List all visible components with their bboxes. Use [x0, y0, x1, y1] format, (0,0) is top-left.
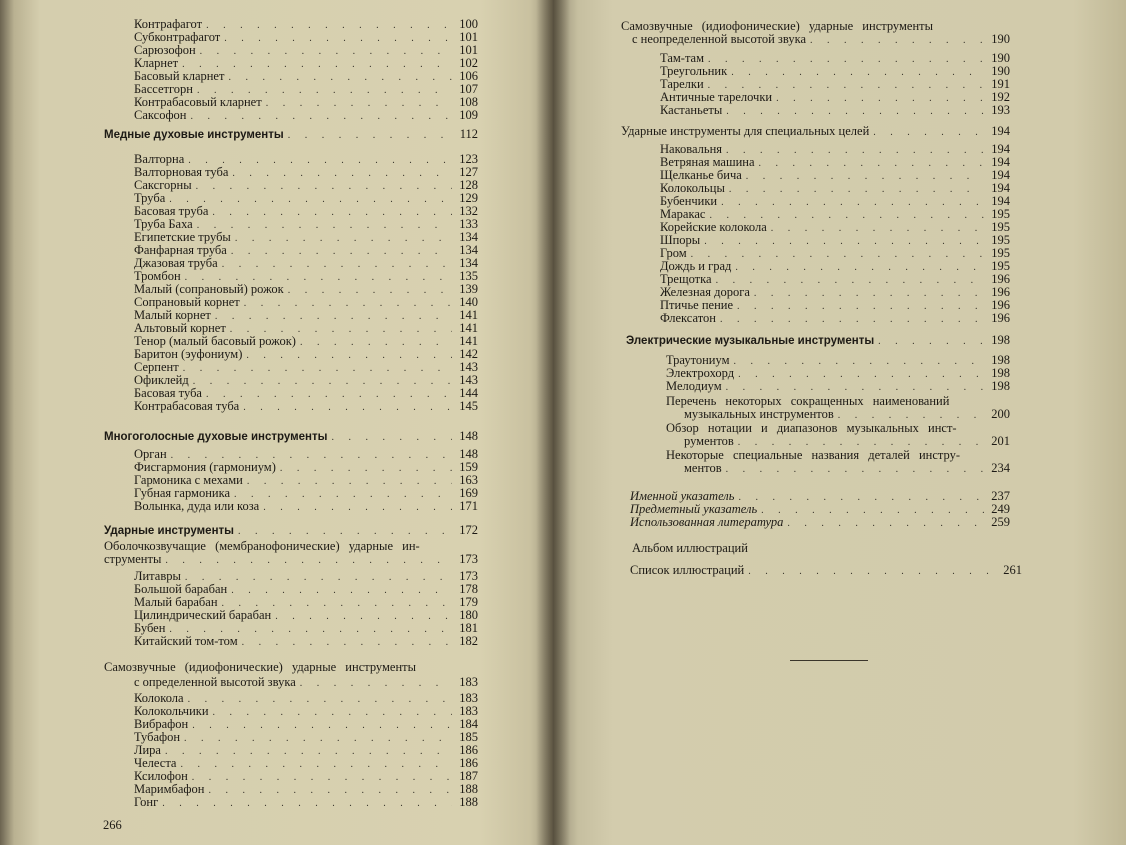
entry-page: 108 — [459, 95, 478, 109]
appendix-entry: Обзор нотации и диапазонов музыкальных инст- — [666, 421, 957, 435]
entry-label: Ударные инструменты для специальных целей — [621, 124, 870, 138]
entry-page: 190 — [991, 32, 1010, 46]
toc-entry — [660, 65, 1010, 79]
entry-page: 127 — [459, 165, 478, 179]
entry-page: 179 — [459, 595, 478, 609]
entry-label: Фанфарная труба — [134, 243, 227, 257]
entry-page: 178 — [459, 582, 478, 596]
entry-page: 143 — [459, 360, 478, 374]
entry-page: 173 — [459, 569, 478, 583]
entry-page: 143 — [459, 373, 478, 387]
dot-leader — [878, 335, 984, 348]
entry-page: 195 — [991, 220, 1010, 234]
dot-leader — [243, 401, 452, 414]
dot-leader — [263, 501, 452, 514]
entry-label: Труба — [134, 191, 166, 205]
closing-rule — [790, 660, 868, 661]
toc-entry — [134, 44, 478, 58]
entry-label: Большой барабан — [134, 582, 228, 596]
entry-label: музыкальных инструментов — [684, 407, 834, 421]
illustrations-entry — [630, 564, 1022, 578]
entry-label: Валторна — [134, 152, 185, 166]
entry-page: 190 — [991, 64, 1010, 78]
entry-page: 159 — [459, 460, 478, 474]
entry-page: 195 — [991, 259, 1010, 273]
entry-label: Кларнет — [134, 56, 179, 70]
entry-label: Контрабасовая туба — [134, 399, 240, 413]
dot-leader — [873, 126, 984, 139]
entry-page: 194 — [991, 142, 1010, 156]
entry-page: 101 — [459, 43, 478, 57]
section-heading — [626, 334, 1010, 348]
entry-label: Альтовый корнет — [134, 321, 226, 335]
appendix-entry-cont — [684, 435, 1010, 449]
section-heading — [104, 128, 478, 142]
entry-label: Колокольчики — [134, 704, 209, 718]
entry-page: 173 — [459, 552, 478, 566]
entry-label: Электрические музыкальные инструменты — [626, 335, 875, 347]
entry-page: 198 — [991, 333, 1010, 347]
appendix-entry: Перечень некоторых сокращенных наименований — [666, 394, 950, 408]
appendix-entry-cont — [684, 408, 1010, 422]
dot-leader — [300, 677, 452, 690]
section-heading — [104, 430, 478, 444]
toc-entry — [134, 718, 478, 732]
entry-page: 186 — [459, 756, 478, 770]
entry-label: Шпоры — [660, 233, 701, 247]
entry-page: 141 — [459, 321, 478, 335]
entry-page: 198 — [991, 353, 1010, 367]
entry-page: 123 — [459, 152, 478, 166]
entry-label: Колокола — [134, 691, 184, 705]
album-entry: Альбом иллюстраций — [632, 541, 748, 555]
dot-leader — [726, 381, 984, 394]
entry-page: 140 — [459, 295, 478, 309]
entry-page: 148 — [459, 447, 478, 461]
entry-page: 195 — [991, 207, 1010, 221]
entry-label: Тарелки — [660, 77, 704, 91]
entry-page: 237 — [991, 489, 1010, 503]
entry-label: Китайский том-том — [134, 634, 238, 648]
entry-page: 141 — [459, 334, 478, 348]
toc-entry — [660, 221, 1010, 235]
subsection-heading — [621, 125, 1010, 139]
entry-page: 134 — [459, 243, 478, 257]
entry-label: Фисгармония (гармониум) — [134, 460, 276, 474]
entry-label: Предметный указатель — [630, 502, 758, 516]
entry-page: 198 — [991, 379, 1010, 393]
entry-label: Гармоника с мехами — [134, 473, 243, 487]
entry-page: 183 — [459, 675, 478, 689]
toc-entry — [134, 609, 478, 623]
entry-label: Там-там — [660, 51, 705, 65]
toc-entry — [134, 257, 478, 271]
subsection-heading-cont — [134, 676, 478, 690]
toc-entry — [666, 380, 1010, 394]
entry-label: Птичье пение — [660, 298, 734, 312]
entry-page: 101 — [459, 30, 478, 44]
entry-label: струменты — [104, 552, 162, 566]
entry-page: 142 — [459, 347, 478, 361]
entry-label: с определенной высотой звука — [134, 675, 296, 689]
dot-leader — [720, 313, 984, 326]
toc-entry — [134, 731, 478, 745]
entry-page: 195 — [991, 233, 1010, 247]
entry-label: Тенор (малый басовый рожок) — [134, 334, 296, 348]
toc-entry — [134, 635, 478, 649]
entry-page: 163 — [459, 473, 478, 487]
entry-label: Кастаньеты — [660, 103, 723, 117]
entry-page: 185 — [459, 730, 478, 744]
entry-page: 196 — [991, 285, 1010, 299]
entry-page: 193 — [991, 103, 1010, 117]
entry-label: Бубенчики — [660, 194, 718, 208]
dot-leader — [726, 463, 984, 476]
entry-label: Цилиндрический барабан — [134, 608, 272, 622]
entry-page: 139 — [459, 282, 478, 296]
section-heading — [104, 524, 478, 538]
dot-leader — [238, 525, 452, 538]
entry-label: Медные духовые инструменты — [104, 129, 284, 141]
entry-label: Колокольцы — [660, 181, 725, 195]
entry-page: 191 — [991, 77, 1010, 91]
dot-leader — [242, 636, 452, 649]
entry-page: 129 — [459, 191, 478, 205]
entry-label: Гонг — [134, 795, 159, 809]
entry-page: 106 — [459, 69, 478, 83]
entry-page: 145 — [459, 399, 478, 413]
dot-leader — [810, 34, 984, 47]
subsection-heading: Самозвучные (идиофонические) ударные инструменты — [104, 660, 417, 674]
entry-label: Малый барабан — [134, 595, 218, 609]
entry-page: 196 — [991, 311, 1010, 325]
entry-page: 169 — [459, 486, 478, 500]
entry-label: Гром — [660, 246, 687, 260]
entry-page: 195 — [991, 246, 1010, 260]
entry-label: Многоголосные духовые инструменты — [104, 431, 328, 443]
entry-label: Басовая туба — [134, 386, 202, 400]
subsection-heading-cont — [104, 553, 478, 567]
entry-page: 194 — [991, 181, 1010, 195]
toc-entry — [660, 234, 1010, 248]
dot-leader — [726, 105, 984, 118]
entry-label: Ксилофон — [134, 769, 188, 783]
entry-label: Вибрафон — [134, 717, 189, 731]
entry-page: 135 — [459, 269, 478, 283]
dot-leader — [787, 517, 984, 530]
entry-label: Валторновая туба — [134, 165, 229, 179]
entry-label: Маримбафон — [134, 782, 205, 796]
dot-leader — [748, 565, 996, 578]
appendix-entry-cont — [684, 462, 1010, 476]
toc-entry — [134, 500, 478, 514]
entry-label: Использованная литература — [630, 515, 784, 529]
entry-label: Корейские колокола — [660, 220, 767, 234]
toc-entry — [134, 783, 478, 797]
entry-page: 180 — [459, 608, 478, 622]
entry-label: Волынка, дуда или коза — [134, 499, 260, 513]
entry-label: Щелканье бича — [660, 168, 742, 182]
subsection-heading: Самозвучные (идиофонические) ударные инструменты — [621, 19, 934, 33]
entry-label: Ударные инструменты — [104, 525, 234, 537]
entry-label: Лира — [134, 743, 161, 757]
entry-page: 134 — [459, 230, 478, 244]
toc-entry — [660, 195, 1010, 209]
entry-label: Тубафон — [134, 730, 181, 744]
entry-label: Бассетгорн — [134, 82, 193, 96]
index-entry — [630, 516, 1010, 530]
entry-label: Мелодиум — [666, 379, 722, 393]
entry-page: 128 — [459, 178, 478, 192]
entry-label: с неопределенной высотой звука — [632, 32, 807, 46]
entry-label: Малый корнет — [134, 308, 211, 322]
entry-page: 194 — [991, 124, 1010, 138]
entry-page: 259 — [991, 515, 1010, 529]
subsection-heading-cont — [632, 33, 1010, 47]
dot-leader — [165, 554, 452, 567]
entry-label: Трещотка — [660, 272, 712, 286]
entry-label: Траутониум — [666, 353, 730, 367]
entry-page: 183 — [459, 691, 478, 705]
entry-label: Электрохорд — [666, 366, 735, 380]
appendix-entry: Некоторые специальные названия деталей инстру- — [666, 448, 961, 462]
toc-entry — [134, 109, 478, 123]
entry-label: Серпент — [134, 360, 179, 374]
entry-page: 183 — [459, 704, 478, 718]
entry-page: 186 — [459, 743, 478, 757]
entry-label: Железная дорога — [660, 285, 750, 299]
entry-label: Орган — [134, 447, 167, 461]
entry-page: 112 — [459, 127, 478, 141]
entry-page: 102 — [459, 56, 478, 70]
entry-label: Челеста — [134, 756, 177, 770]
toc-entry — [134, 744, 478, 758]
toc-entry — [134, 400, 478, 414]
entry-page: 100 — [459, 17, 478, 31]
entry-page: 190 — [991, 51, 1010, 65]
entry-label: Контрабасовый кларнет — [134, 95, 262, 109]
entry-label: Басовый кларнет — [134, 69, 225, 83]
toc-entry — [660, 104, 1010, 118]
entry-page: 188 — [459, 782, 478, 796]
dot-leader — [288, 129, 452, 142]
entry-page: 187 — [459, 769, 478, 783]
entry-label: Список иллюстраций — [630, 563, 745, 577]
entry-page: 144 — [459, 386, 478, 400]
entry-page: 200 — [991, 407, 1010, 421]
toc-entry — [660, 260, 1010, 274]
entry-page: 141 — [459, 308, 478, 322]
entry-label: Баритон (эуфониум) — [134, 347, 243, 361]
entry-label: Литавры — [134, 569, 181, 583]
entry-label: Малый (сопрановый) рожок — [134, 282, 284, 296]
entry-page: 194 — [991, 168, 1010, 182]
entry-label: Субконтрафагот — [134, 30, 221, 44]
entry-page: 198 — [991, 366, 1010, 380]
entry-page: 109 — [459, 108, 478, 122]
entry-page: 261 — [1003, 563, 1022, 577]
entry-label: Тромбон — [134, 269, 181, 283]
toc-entry — [134, 796, 478, 810]
entry-page: 184 — [459, 717, 478, 731]
entry-label: Дождь и град — [660, 259, 732, 273]
entry-page: 201 — [991, 434, 1010, 448]
entry-label: Джазовая труба — [134, 256, 218, 270]
entry-label: Саксофон — [134, 108, 187, 122]
entry-label: рументов — [684, 434, 734, 448]
entry-label: Контрафагот — [134, 17, 203, 31]
entry-label: Флексатон — [660, 311, 716, 325]
entry-page: 194 — [991, 155, 1010, 169]
entry-label: Египетские трубы — [134, 230, 231, 244]
entry-label: Бубен — [134, 621, 166, 635]
entry-label: Наковальня — [660, 142, 723, 156]
entry-label: Сарюзофон — [134, 43, 196, 57]
entry-page: 196 — [991, 298, 1010, 312]
entry-label: Сопрановый корнет — [134, 295, 240, 309]
entry-label: Треугольник — [660, 64, 728, 78]
entry-page: 194 — [991, 194, 1010, 208]
entry-page: 107 — [459, 82, 478, 96]
entry-page: 196 — [991, 272, 1010, 286]
entry-page: 182 — [459, 634, 478, 648]
entry-label: Офиклейд — [134, 373, 189, 387]
entry-label: ментов — [684, 461, 722, 475]
entry-label: Губная гармоника — [134, 486, 231, 500]
entry-page: 134 — [459, 256, 478, 270]
entry-page: 181 — [459, 621, 478, 635]
entry-page: 234 — [991, 461, 1010, 475]
dot-leader — [190, 110, 452, 123]
entry-page: 148 — [459, 429, 478, 443]
entry-label: Саксгорны — [134, 178, 192, 192]
entry-page: 188 — [459, 795, 478, 809]
dot-leader — [331, 431, 452, 444]
entry-page: 133 — [459, 217, 478, 231]
entry-label: Труба Баха — [134, 217, 193, 231]
toc-entry — [134, 179, 478, 193]
entry-label: Античные тарелочки — [660, 90, 773, 104]
entry-label: Именной указатель — [630, 489, 735, 503]
entry-page: 132 — [459, 204, 478, 218]
entry-page: 192 — [991, 90, 1010, 104]
entry-page: 171 — [459, 499, 478, 513]
book-gutter — [536, 0, 570, 845]
dot-leader — [162, 797, 452, 810]
entry-label: Басовая труба — [134, 204, 209, 218]
entry-page: 172 — [459, 523, 478, 537]
toc-entry — [134, 348, 478, 362]
entry-label: Ветряная машина — [660, 155, 755, 169]
toc-entry — [660, 312, 1010, 326]
subsection-heading: Оболочкозвучащие (мембранофонические) ударные ин- — [104, 539, 420, 553]
entry-page: 249 — [991, 502, 1010, 516]
entry-label: Маракас — [660, 207, 706, 221]
page-number: 266 — [103, 818, 122, 832]
